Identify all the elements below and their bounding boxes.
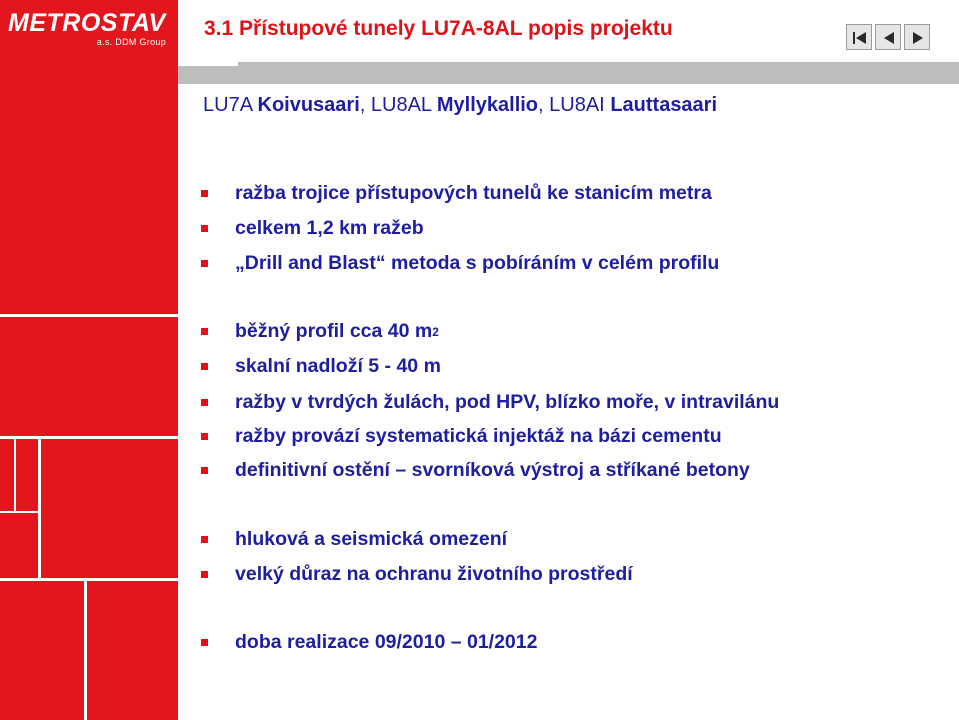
- bullet-marker: [201, 399, 208, 406]
- bullet-marker: [201, 639, 208, 646]
- bullet-item: [201, 355, 441, 378]
- bullet-marker: [201, 363, 208, 370]
- bullet-item: [201, 631, 537, 654]
- bullet-item: [201, 320, 439, 343]
- bullet-item: [201, 459, 750, 482]
- bullet-text: velký důraz na ochranu životního prostředí: [235, 563, 633, 585]
- panel-divider: [14, 436, 16, 513]
- bullet-marker: [201, 190, 208, 197]
- separator: ,: [538, 94, 544, 116]
- bullet-text: definitivní ostění – svorníková výstroj a stříkané betony: [235, 459, 750, 481]
- bullet-item: [201, 425, 722, 448]
- separator: ,: [359, 94, 366, 116]
- panel-divider: [38, 436, 41, 581]
- previous-slide-button[interactable]: [875, 24, 901, 50]
- stripe-notch: [178, 62, 238, 66]
- bullet-text: skalní nadloží 5 - 40 m: [235, 355, 441, 377]
- bullet-item: [201, 528, 507, 551]
- bullet-item: [201, 217, 424, 240]
- superscript: 2: [432, 324, 439, 339]
- location-name: Myllykallio: [436, 94, 539, 116]
- logo-wordmark: METROSTAV: [8, 9, 166, 37]
- first-slide-button[interactable]: [846, 24, 872, 50]
- project-locations: [203, 94, 717, 117]
- bullet-text: „Drill and Blast“ metoda s pobíráním v celém profilu: [235, 252, 720, 274]
- bullet-marker: [201, 571, 208, 578]
- bullet-marker: [201, 433, 208, 440]
- bullet-text: celkem 1,2 km ražeb: [235, 217, 424, 239]
- bullet-text: běžný profil cca 40 m: [235, 320, 433, 342]
- company-logo: [0, 0, 178, 66]
- panel-divider: [0, 314, 178, 317]
- header-stripe: [178, 62, 959, 84]
- bullet-marker: [201, 536, 208, 543]
- next-slide-icon: [909, 29, 927, 47]
- bullet-marker: [201, 467, 208, 474]
- panel-divider: [0, 511, 41, 513]
- slide-title: 3.1 Přístupové tunely LU7A-8AL popis projektu: [204, 17, 673, 40]
- slide-navigation: [846, 24, 930, 50]
- bullet-text: ražba trojice přístupových tunelů ke stanicím metra: [235, 182, 712, 204]
- location-code: LU8AI: [549, 94, 605, 116]
- location-code: LU7A: [203, 94, 252, 116]
- bullet-item: [201, 563, 633, 586]
- bullet-item: [201, 391, 779, 414]
- bullet-text: hluková a seismická omezení: [235, 528, 508, 550]
- decorative-side-panel: [0, 66, 178, 720]
- bullet-marker: [201, 225, 208, 232]
- location-name: Lauttasaari: [610, 94, 718, 116]
- previous-slide-icon: [880, 29, 898, 47]
- panel-divider: [0, 578, 178, 581]
- location-name: Koivusaari: [257, 94, 360, 116]
- panel-divider: [84, 578, 87, 720]
- bullet-text: ražby provází systematická injektáž na bázi cementu: [235, 425, 722, 447]
- first-slide-icon: [851, 29, 869, 47]
- bullet-text: ražby v tvrdých žulách, pod HPV, blízko moře, v intravilánu: [235, 391, 780, 413]
- next-slide-button[interactable]: [904, 24, 930, 50]
- bullet-text: doba realizace 09/2010 – 01/2012: [235, 631, 538, 653]
- bullet-marker: [201, 260, 208, 267]
- panel-divider: [0, 436, 178, 439]
- logo-subtitle: a.s. DDM Group: [96, 37, 166, 47]
- bullet-item: [201, 252, 719, 275]
- location-code: LU8AL: [370, 94, 432, 116]
- bullet-item: [201, 182, 712, 205]
- bullet-marker: [201, 328, 208, 335]
